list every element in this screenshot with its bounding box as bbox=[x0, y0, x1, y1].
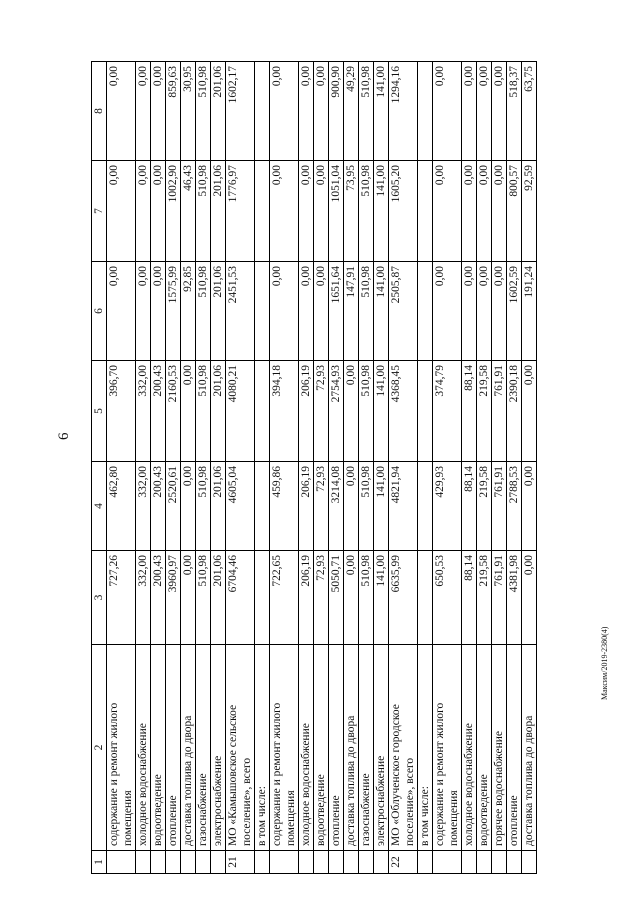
value-cell: 459,86 bbox=[270, 462, 299, 551]
value-cell: 332,00 bbox=[136, 462, 151, 551]
value-cell: 200,43 bbox=[151, 361, 166, 462]
value-cell bbox=[255, 462, 270, 551]
value-cell: 510,98 bbox=[196, 551, 211, 645]
value-cell: 147,91 bbox=[344, 262, 359, 361]
value-cell: 0,00 bbox=[136, 262, 151, 361]
value-cell: 0,00 bbox=[522, 551, 537, 645]
value-cell: 510,98 bbox=[359, 62, 374, 161]
row-label: доставка топлива до двора bbox=[181, 645, 196, 851]
value-cell: 201,06 bbox=[211, 262, 226, 361]
value-cell: 4821,94 bbox=[389, 462, 418, 551]
page-number: 6 bbox=[56, 432, 72, 440]
value-cell: 462,80 bbox=[107, 462, 136, 551]
row-label: электроснабжение bbox=[211, 645, 226, 851]
row-number bbox=[477, 851, 492, 874]
row-number bbox=[359, 851, 374, 874]
row-label: газоснабжение bbox=[359, 645, 374, 851]
value-cell: 0,00 bbox=[433, 161, 462, 262]
row-label: содержание и ремонт жилого помещения bbox=[433, 645, 462, 851]
value-cell bbox=[255, 551, 270, 645]
value-cell: 0,00 bbox=[181, 462, 196, 551]
column-header: 7 bbox=[92, 161, 107, 262]
row-number bbox=[374, 851, 389, 874]
value-cell: 4381,98 bbox=[507, 551, 522, 645]
value-cell: 0,00 bbox=[299, 62, 314, 161]
value-cell: 0,00 bbox=[107, 62, 136, 161]
row-label: содержание и ремонт жилого помещения bbox=[270, 645, 299, 851]
value-cell: 510,98 bbox=[359, 462, 374, 551]
value-cell: 0,00 bbox=[477, 262, 492, 361]
value-cell: 1575,99 bbox=[166, 262, 181, 361]
table-row bbox=[329, 62, 344, 874]
table-row bbox=[270, 62, 299, 874]
value-cell: 201,06 bbox=[211, 361, 226, 462]
value-cell bbox=[255, 62, 270, 161]
value-cell: 332,00 bbox=[136, 361, 151, 462]
value-cell: 3960,97 bbox=[166, 551, 181, 645]
column-header: 3 bbox=[92, 551, 107, 645]
value-cell: 6635,99 bbox=[389, 551, 418, 645]
value-cell: 141,00 bbox=[374, 62, 389, 161]
value-cell: 722,65 bbox=[270, 551, 299, 645]
value-cell: 0,00 bbox=[136, 62, 151, 161]
value-cell bbox=[418, 262, 433, 361]
column-header: 6 bbox=[92, 262, 107, 361]
value-cell: 0,00 bbox=[314, 62, 329, 161]
row-number bbox=[462, 851, 477, 874]
row-label: МО «Облученское городское поселение», всего bbox=[389, 645, 418, 851]
column-header: 2 bbox=[92, 645, 107, 851]
value-cell bbox=[255, 361, 270, 462]
value-cell: 0,00 bbox=[181, 551, 196, 645]
row-label: водоотведение bbox=[314, 645, 329, 851]
row-label: водоотведение bbox=[151, 645, 166, 851]
value-cell: 510,98 bbox=[196, 262, 211, 361]
value-cell: 727,26 bbox=[107, 551, 136, 645]
row-label: холодное водоснабжение bbox=[462, 645, 477, 851]
value-cell: 510,98 bbox=[196, 361, 211, 462]
value-cell: 63,75 bbox=[522, 62, 537, 161]
value-cell: 141,00 bbox=[374, 462, 389, 551]
value-cell: 650,53 bbox=[433, 551, 462, 645]
value-cell: 88,14 bbox=[462, 551, 477, 645]
table-row bbox=[522, 62, 537, 874]
table-row bbox=[211, 62, 226, 874]
row-label: электроснабжение bbox=[374, 645, 389, 851]
value-cell: 0,00 bbox=[299, 262, 314, 361]
row-number bbox=[418, 851, 433, 874]
value-cell: 1651,64 bbox=[329, 262, 344, 361]
row-label: доставка топлива до двора bbox=[344, 645, 359, 851]
value-cell: 510,98 bbox=[196, 161, 211, 262]
row-number bbox=[211, 851, 226, 874]
row-label: доставка топлива до двора bbox=[522, 645, 537, 851]
table-row bbox=[507, 62, 522, 874]
header-row bbox=[92, 62, 107, 874]
table-row bbox=[136, 62, 151, 874]
value-cell: 394,18 bbox=[270, 361, 299, 462]
value-cell: 1602,17 bbox=[226, 62, 255, 161]
row-number bbox=[151, 851, 166, 874]
value-cell: 0,00 bbox=[492, 161, 507, 262]
value-cell: 72,93 bbox=[314, 361, 329, 462]
table-row bbox=[299, 62, 314, 874]
value-cell: 0,00 bbox=[151, 262, 166, 361]
value-cell: 761,91 bbox=[492, 462, 507, 551]
value-cell: 2390,18 bbox=[507, 361, 522, 462]
row-number bbox=[181, 851, 196, 874]
value-cell: 2754,93 bbox=[329, 361, 344, 462]
value-cell: 1605,20 bbox=[389, 161, 418, 262]
value-cell: 1776,97 bbox=[226, 161, 255, 262]
value-cell: 0,00 bbox=[492, 262, 507, 361]
table-row bbox=[181, 62, 196, 874]
value-cell: 0,00 bbox=[270, 262, 299, 361]
column-header: 1 bbox=[92, 851, 107, 874]
rotated-table-container bbox=[91, 62, 537, 874]
value-cell: 46,43 bbox=[181, 161, 196, 262]
row-label: МО «Камышовское сельское поселение», всего bbox=[226, 645, 255, 851]
tariff-table bbox=[91, 61, 537, 874]
value-cell: 510,98 bbox=[359, 262, 374, 361]
row-label: отопление bbox=[329, 645, 344, 851]
document-code: Максим/2019-2380(4) bbox=[600, 626, 609, 700]
value-cell: 518,37 bbox=[507, 62, 522, 161]
value-cell: 141,00 bbox=[374, 551, 389, 645]
table-row bbox=[359, 62, 374, 874]
row-label: содержание и ремонт жилого помещения bbox=[107, 645, 136, 851]
row-label: холодное водоснабжение bbox=[136, 645, 151, 851]
column-header: 8 bbox=[92, 62, 107, 161]
value-cell: 219,58 bbox=[477, 551, 492, 645]
value-cell bbox=[418, 462, 433, 551]
value-cell: 510,98 bbox=[359, 361, 374, 462]
row-label: отопление bbox=[166, 645, 181, 851]
value-cell: 0,00 bbox=[344, 551, 359, 645]
value-cell: 2505,87 bbox=[389, 262, 418, 361]
table-row bbox=[151, 62, 166, 874]
table-row bbox=[418, 62, 433, 874]
value-cell: 859,63 bbox=[166, 62, 181, 161]
table-row bbox=[477, 62, 492, 874]
value-cell bbox=[418, 361, 433, 462]
value-cell: 92,85 bbox=[181, 262, 196, 361]
value-cell: 4368,45 bbox=[389, 361, 418, 462]
value-cell: 49,29 bbox=[344, 62, 359, 161]
row-number bbox=[329, 851, 344, 874]
row-number bbox=[196, 851, 211, 874]
value-cell: 0,00 bbox=[107, 262, 136, 361]
value-cell: 332,00 bbox=[136, 551, 151, 645]
row-number bbox=[344, 851, 359, 874]
row-label: в том числе: bbox=[418, 645, 433, 851]
value-cell: 5050,71 bbox=[329, 551, 344, 645]
table-row bbox=[374, 62, 389, 874]
row-label: отопление bbox=[507, 645, 522, 851]
value-cell: 141,00 bbox=[374, 161, 389, 262]
value-cell: 0,00 bbox=[181, 361, 196, 462]
value-cell: 1602,59 bbox=[507, 262, 522, 361]
table-row bbox=[314, 62, 329, 874]
table-row bbox=[433, 62, 462, 874]
value-cell: 396,70 bbox=[107, 361, 136, 462]
value-cell: 2451,53 bbox=[226, 262, 255, 361]
table-row bbox=[492, 62, 507, 874]
row-number bbox=[136, 851, 151, 874]
value-cell: 510,98 bbox=[196, 462, 211, 551]
value-cell: 201,06 bbox=[211, 551, 226, 645]
column-header: 5 bbox=[92, 361, 107, 462]
value-cell: 374,79 bbox=[433, 361, 462, 462]
row-number bbox=[299, 851, 314, 874]
value-cell: 73,95 bbox=[344, 161, 359, 262]
table-row bbox=[255, 62, 270, 874]
value-cell: 2160,53 bbox=[166, 361, 181, 462]
value-cell: 0,00 bbox=[151, 161, 166, 262]
row-number bbox=[492, 851, 507, 874]
row-number bbox=[507, 851, 522, 874]
row-number bbox=[107, 851, 136, 874]
value-cell: 30,95 bbox=[181, 62, 196, 161]
value-cell: 72,93 bbox=[314, 462, 329, 551]
table-row bbox=[226, 62, 255, 874]
row-label: горячее водоснабжение bbox=[492, 645, 507, 851]
value-cell: 1051,04 bbox=[329, 161, 344, 262]
value-cell: 201,06 bbox=[211, 161, 226, 262]
value-cell: 2788,53 bbox=[507, 462, 522, 551]
value-cell: 0,00 bbox=[433, 262, 462, 361]
table-row bbox=[344, 62, 359, 874]
value-cell: 0,00 bbox=[522, 462, 537, 551]
table-row bbox=[107, 62, 136, 874]
value-cell: 219,58 bbox=[477, 361, 492, 462]
value-cell: 6704,46 bbox=[226, 551, 255, 645]
row-number bbox=[433, 851, 462, 874]
value-cell: 0,00 bbox=[477, 161, 492, 262]
value-cell: 0,00 bbox=[314, 161, 329, 262]
row-number bbox=[522, 851, 537, 874]
row-number: 21 bbox=[226, 851, 255, 874]
value-cell: 0,00 bbox=[314, 262, 329, 361]
value-cell: 92,59 bbox=[522, 161, 537, 262]
value-cell: 206,19 bbox=[299, 462, 314, 551]
value-cell: 429,93 bbox=[433, 462, 462, 551]
value-cell: 0,00 bbox=[462, 262, 477, 361]
row-number bbox=[314, 851, 329, 874]
value-cell bbox=[418, 62, 433, 161]
value-cell: 1002,90 bbox=[166, 161, 181, 262]
value-cell: 0,00 bbox=[492, 62, 507, 161]
value-cell bbox=[255, 262, 270, 361]
value-cell: 0,00 bbox=[107, 161, 136, 262]
value-cell: 191,24 bbox=[522, 262, 537, 361]
value-cell: 1294,16 bbox=[389, 62, 418, 161]
row-label: холодное водоснабжение bbox=[299, 645, 314, 851]
table-row bbox=[166, 62, 181, 874]
value-cell: 0,00 bbox=[270, 62, 299, 161]
table-row bbox=[389, 62, 418, 874]
value-cell: 0,00 bbox=[433, 62, 462, 161]
table-body bbox=[92, 62, 537, 874]
value-cell: 0,00 bbox=[151, 62, 166, 161]
row-number: 22 bbox=[389, 851, 418, 874]
row-label: в том числе: bbox=[255, 645, 270, 851]
value-cell: 510,98 bbox=[359, 161, 374, 262]
value-cell: 761,91 bbox=[492, 361, 507, 462]
row-number bbox=[166, 851, 181, 874]
value-cell: 761,91 bbox=[492, 551, 507, 645]
value-cell: 0,00 bbox=[270, 161, 299, 262]
column-header: 4 bbox=[92, 462, 107, 551]
value-cell: 0,00 bbox=[136, 161, 151, 262]
value-cell: 4080,21 bbox=[226, 361, 255, 462]
value-cell: 0,00 bbox=[462, 62, 477, 161]
table-row bbox=[462, 62, 477, 874]
value-cell: 206,19 bbox=[299, 551, 314, 645]
value-cell: 900,90 bbox=[329, 62, 344, 161]
value-cell: 800,57 bbox=[507, 161, 522, 262]
row-number bbox=[255, 851, 270, 874]
row-number bbox=[270, 851, 299, 874]
value-cell: 4605,04 bbox=[226, 462, 255, 551]
value-cell: 3214,08 bbox=[329, 462, 344, 551]
value-cell: 201,06 bbox=[211, 62, 226, 161]
row-label: газоснабжение bbox=[196, 645, 211, 851]
value-cell bbox=[418, 161, 433, 262]
value-cell: 0,00 bbox=[344, 361, 359, 462]
value-cell: 88,14 bbox=[462, 361, 477, 462]
table-row bbox=[196, 62, 211, 874]
value-cell: 200,43 bbox=[151, 462, 166, 551]
value-cell: 2520,61 bbox=[166, 462, 181, 551]
value-cell: 0,00 bbox=[344, 462, 359, 551]
value-cell: 201,06 bbox=[211, 462, 226, 551]
value-cell: 0,00 bbox=[462, 161, 477, 262]
value-cell: 72,93 bbox=[314, 551, 329, 645]
value-cell: 0,00 bbox=[477, 62, 492, 161]
value-cell: 88,14 bbox=[462, 462, 477, 551]
value-cell: 510,98 bbox=[196, 62, 211, 161]
value-cell: 200,43 bbox=[151, 551, 166, 645]
value-cell bbox=[255, 161, 270, 262]
value-cell: 206,19 bbox=[299, 361, 314, 462]
row-label: водоотведение bbox=[477, 645, 492, 851]
value-cell: 0,00 bbox=[299, 161, 314, 262]
value-cell: 510,98 bbox=[359, 551, 374, 645]
value-cell: 0,00 bbox=[522, 361, 537, 462]
value-cell: 141,00 bbox=[374, 361, 389, 462]
value-cell bbox=[418, 551, 433, 645]
value-cell: 141,00 bbox=[374, 262, 389, 361]
value-cell: 219,58 bbox=[477, 462, 492, 551]
